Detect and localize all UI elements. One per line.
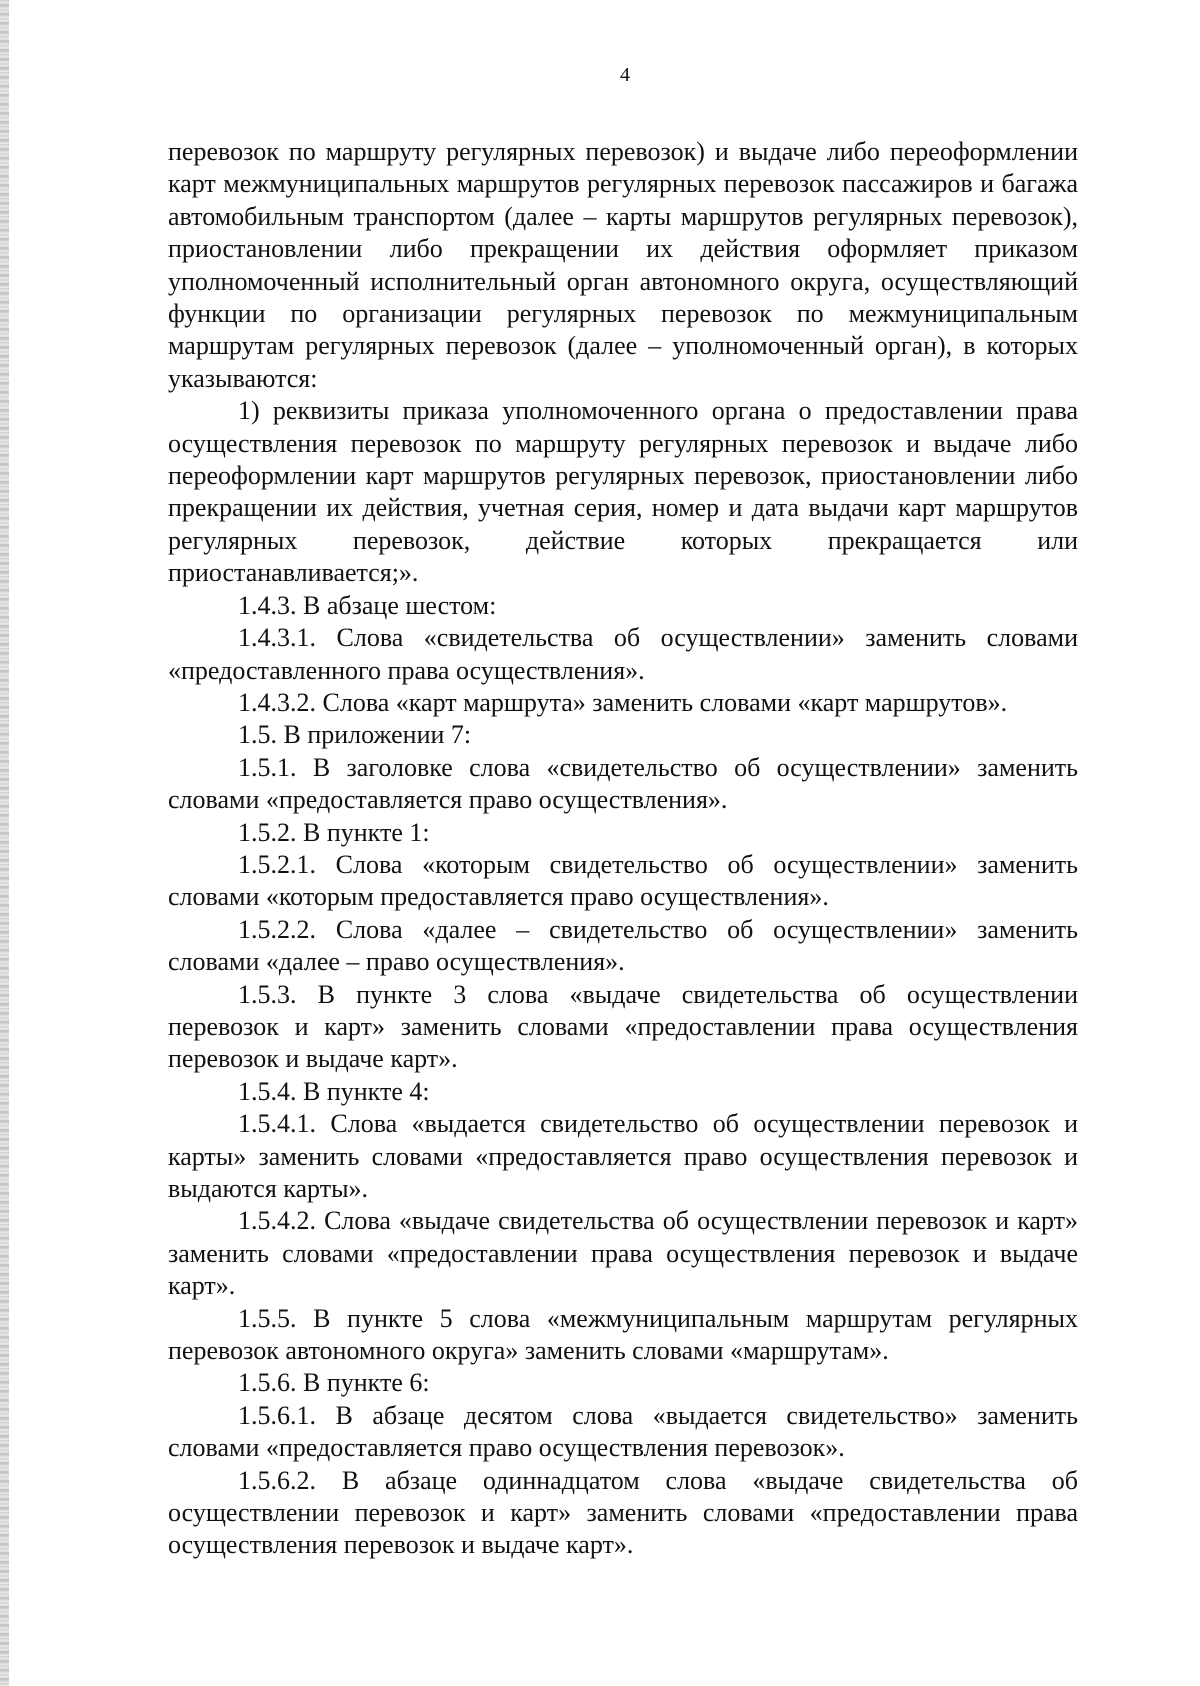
- page-number: 4: [620, 64, 630, 86]
- paragraph-1-5-2-2: 1.5.2.2. Слова «далее – свидетельство об осуществлении» заменить словами «далее – право осуществления».: [168, 914, 1078, 977]
- paragraph-1-5-6: 1.5.6. В пункте 6:: [238, 1368, 430, 1398]
- paragraph-1-4-3: 1.4.3. В абзаце шестом:: [238, 590, 497, 620]
- paragraph-1-5: 1.5. В приложении 7:: [238, 720, 472, 750]
- paragraph-1-5-5: 1.5.5. В пункте 5 слова «межмуниципальным маршрутам регулярных перевозок автономного округа» заменить словами «маршрутам».: [168, 1303, 1078, 1366]
- paragraph-1-5-1: 1.5.1. В заголовке слова «свидетельство об осуществлении» заменить словами «предоставляется право осуществления».: [168, 752, 1078, 815]
- paragraph-1-4-3-1: 1.4.3.1. Слова «свидетельства об осуществлении» заменить словами «предоставленного права осуществления».: [168, 623, 1078, 685]
- paragraph-1-5-2: 1.5.2. В пункте 1:: [238, 817, 430, 847]
- paragraph-item-1: 1) реквизиты приказа уполномоченного органа о предоставлении права осуществления перевозок по маршруту регулярных перевозок и выдаче либо переоформлении карт маршрутов регулярных перевозок, приостановлении либо прекращении их действия, учетная серия, номер и дата выдачи карт маршрутов регулярных перевозок, действие которых прекращается или приостанавливается;».: [168, 396, 1078, 588]
- paragraph-1-5-4-1: 1.5.4.1. Слова «выдается свидетельство об осуществлении перевозок и карты» заменить словами «предоставляется право осуществления перевозок и выдаются карты».: [168, 1109, 1078, 1203]
- paragraph-1-5-3: 1.5.3. В пункте 3 слова «выдаче свидетельства об осуществлении перевозок и карт» заменить словами «предоставлении права осуществления перевозок и выдаче карт».: [168, 979, 1078, 1074]
- paragraph-1-4-3-2: 1.4.3.2. Слова «карт маршрута» заменить словами «карт маршрутов».: [238, 687, 1008, 717]
- paragraph-1-5-4-2: 1.5.4.2. Слова «выдаче свидетельства об осуществлении перевозок и карт» заменить словами «предоставлении права осуществления перевозок и выдаче карт».: [168, 1206, 1078, 1301]
- paragraph-1-5-6-1: 1.5.6.1. В абзаце десятом слова «выдается свидетельство» заменить словами «предоставляется право осуществления перевозок».: [168, 1400, 1078, 1463]
- paragraph-1-5-2-1: 1.5.2.1. Слова «которым свидетельство об осуществлении» заменить словами «которым предоставляется право осуществления».: [168, 849, 1078, 912]
- scan-edge: [0, 0, 9, 1686]
- paragraph-1-5-4: 1.5.4. В пункте 4:: [238, 1076, 430, 1106]
- paragraph-continuation: перевозок по маршруту регулярных перевозок) и выдаче либо переоформлении карт межмуниципальных маршрутов регулярных перевозок пассажиров и багажа автомобильным транспортом (далее – карты маршрутов регулярных перевозок), приостановлении либо прекращении их действия оформляет приказом уполномоченный исполнительный орган автономного округа, осуществляющий функции по организации регулярных перевозок по межмуниципальным маршрутам регулярных перевозок (далее – уполномоченный орган), в которых указываются:: [168, 137, 1078, 393]
- paragraph-1-5-6-2: 1.5.6.2. В абзаце одиннадцатом слова «выдаче свидетельства об осуществлении перевозок и карт» заменить словами «предоставлении права осуществления перевозок и выдаче карт».: [168, 1465, 1078, 1560]
- document-body: [168, 136, 1078, 1562]
